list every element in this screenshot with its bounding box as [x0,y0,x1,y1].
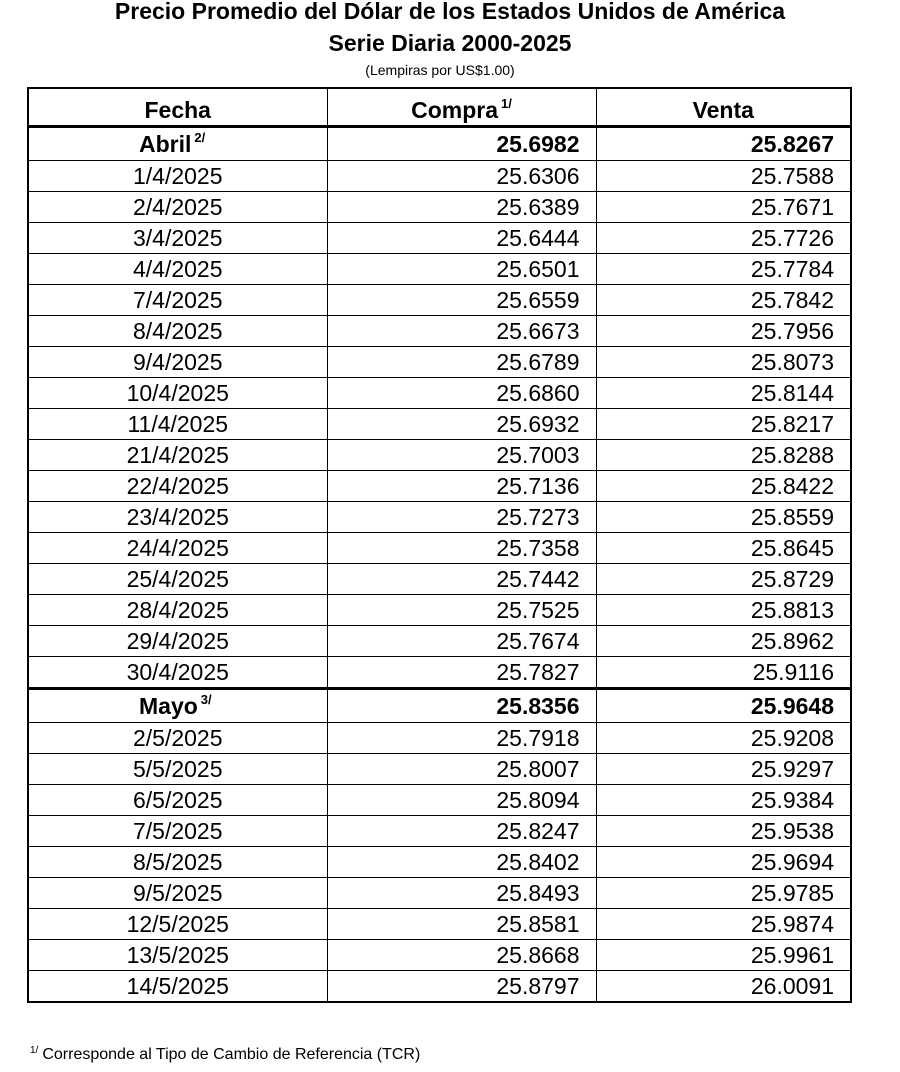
cell-venta: 25.7726 [596,222,851,253]
cell-fecha: 9/4/2025 [28,346,327,377]
cell-fecha: 9/5/2025 [28,877,327,908]
units-note: (Lempiras por US$1.00) [365,62,515,78]
cell-venta: 25.9961 [596,939,851,970]
cell-compra: 25.6932 [327,408,596,439]
cell-compra: 25.6559 [327,284,596,315]
cell-fecha: 3/4/2025 [28,222,327,253]
table-row [28,877,851,908]
month-summary-row [28,688,851,722]
table-row [28,253,851,284]
cell-venta: 26.0091 [596,970,851,1002]
cell-fecha: 13/5/2025 [28,939,327,970]
cell-fecha: 29/4/2025 [28,625,327,656]
cell-compra: 25.7442 [327,563,596,594]
cell-venta: 25.9297 [596,753,851,784]
cell-venta: 25.8144 [596,377,851,408]
exchange-rate-table [27,87,852,1003]
cell-compra: 25.6501 [327,253,596,284]
cell-fecha: 10/4/2025 [28,377,327,408]
cell-fecha: 14/5/2025 [28,970,327,1002]
cell-compra: 25.7674 [327,625,596,656]
cell-compra: 25.6306 [327,160,596,191]
table-row [28,191,851,222]
cell-compra: 25.7136 [327,470,596,501]
table-row [28,722,851,753]
cell-fecha: 8/5/2025 [28,846,327,877]
month-footnote-mark: 2/ [194,129,206,145]
cell-compra: 25.7358 [327,532,596,563]
cell-venta: 25.8962 [596,625,851,656]
month-label: Abril $^{2/}$ [28,126,327,160]
cell-fecha: 7/4/2025 [28,284,327,315]
table-body [28,126,851,1002]
table-row [28,501,851,532]
table-row [28,656,851,688]
table-row [28,470,851,501]
table-row [28,439,851,470]
table-row [28,563,851,594]
table-header-row [28,88,851,126]
cell-compra: 25.8094 [327,784,596,815]
cell-compra: 25.8493 [327,877,596,908]
cell-venta: 25.9694 [596,846,851,877]
table-row [28,222,851,253]
compra-footnote-mark: 1/ [501,95,512,111]
footnote [30,1044,420,1066]
table-row [28,625,851,656]
month-summary-row [28,126,851,160]
cell-compra: 25.8247 [327,815,596,846]
cell-compra: 25.8797 [327,970,596,1002]
cell-venta: 25.9785 [596,877,851,908]
month-average-compra: 25.8356 [327,688,596,722]
cell-fecha: 11/4/2025 [28,408,327,439]
cell-venta: 25.7588 [596,160,851,191]
month-average-venta: 25.9648 [596,688,851,722]
cell-compra: 25.6673 [327,315,596,346]
cell-venta: 25.9874 [596,908,851,939]
cell-venta: 25.9116 [596,656,851,688]
cell-venta: 25.9538 [596,815,851,846]
table-row [28,284,851,315]
table-row [28,784,851,815]
table-row [28,408,851,439]
table-row [28,160,851,191]
cell-fecha: 30/4/2025 [28,656,327,688]
table-row [28,346,851,377]
cell-compra: 25.7525 [327,594,596,625]
cell-fecha: 4/4/2025 [28,253,327,284]
cell-fecha: 12/5/2025 [28,908,327,939]
cell-fecha: 25/4/2025 [28,563,327,594]
cell-compra: 25.6444 [327,222,596,253]
cell-fecha: 6/5/2025 [28,784,327,815]
month-footnote-mark: 3/ [200,691,212,707]
cell-compra: 25.7003 [327,439,596,470]
table-row [28,315,851,346]
cell-compra: 25.7273 [327,501,596,532]
cell-venta: 25.8073 [596,346,851,377]
column-header-compra: Compra $^{1/}$ [327,88,596,126]
month-average-venta: 25.8267 [596,126,851,160]
table-row [28,939,851,970]
cell-compra: 25.8402 [327,846,596,877]
footnote-text: Corresponde al Tipo de Cambio de Referencia (TCR) [42,1046,421,1063]
cell-venta: 25.8559 [596,501,851,532]
table-row [28,815,851,846]
column-header-venta: Venta [596,88,851,126]
cell-venta: 25.7956 [596,315,851,346]
table-row [28,846,851,877]
table-row [28,908,851,939]
cell-compra: 25.7827 [327,656,596,688]
table-row [28,970,851,1002]
cell-venta: 25.7784 [596,253,851,284]
column-header-fecha: Fecha [28,88,327,126]
cell-venta: 25.8217 [596,408,851,439]
cell-compra: 25.8007 [327,753,596,784]
cell-compra: 25.6860 [327,377,596,408]
cell-venta: 25.8813 [596,594,851,625]
cell-fecha: 2/4/2025 [28,191,327,222]
cell-venta: 25.8288 [596,439,851,470]
document-subtitle-series: Serie Diaria 2000-2025 [328,30,572,56]
cell-compra: 25.6789 [327,346,596,377]
month-average-compra: 25.6982 [327,126,596,160]
cell-compra: 25.6389 [327,191,596,222]
cell-fecha: 23/4/2025 [28,501,327,532]
cell-compra: 25.8668 [327,939,596,970]
cell-fecha: 28/4/2025 [28,594,327,625]
footnote-mark: 1/ [30,1045,39,1056]
cell-fecha: 1/4/2025 [28,160,327,191]
cell-venta: 25.8645 [596,532,851,563]
cell-fecha: 21/4/2025 [28,439,327,470]
cell-venta: 25.9384 [596,784,851,815]
cell-venta: 25.8422 [596,470,851,501]
cell-compra: 25.8581 [327,908,596,939]
cell-venta: 25.9208 [596,722,851,753]
cell-fecha: 24/4/2025 [28,532,327,563]
cell-fecha: 8/4/2025 [28,315,327,346]
cell-compra: 25.7918 [327,722,596,753]
cell-fecha: 7/5/2025 [28,815,327,846]
table-row [28,377,851,408]
document-title: Precio Promedio del Dólar de los Estados Unidos de América [114,0,786,24]
cell-venta: 25.8729 [596,563,851,594]
cell-fecha: 22/4/2025 [28,470,327,501]
table-row [28,532,851,563]
cell-fecha: 2/5/2025 [28,722,327,753]
cell-venta: 25.7842 [596,284,851,315]
table-row [28,753,851,784]
cell-fecha: 5/5/2025 [28,753,327,784]
table-row [28,594,851,625]
cell-venta: 25.7671 [596,191,851,222]
month-label: Mayo $^{3/}$ [28,688,327,722]
